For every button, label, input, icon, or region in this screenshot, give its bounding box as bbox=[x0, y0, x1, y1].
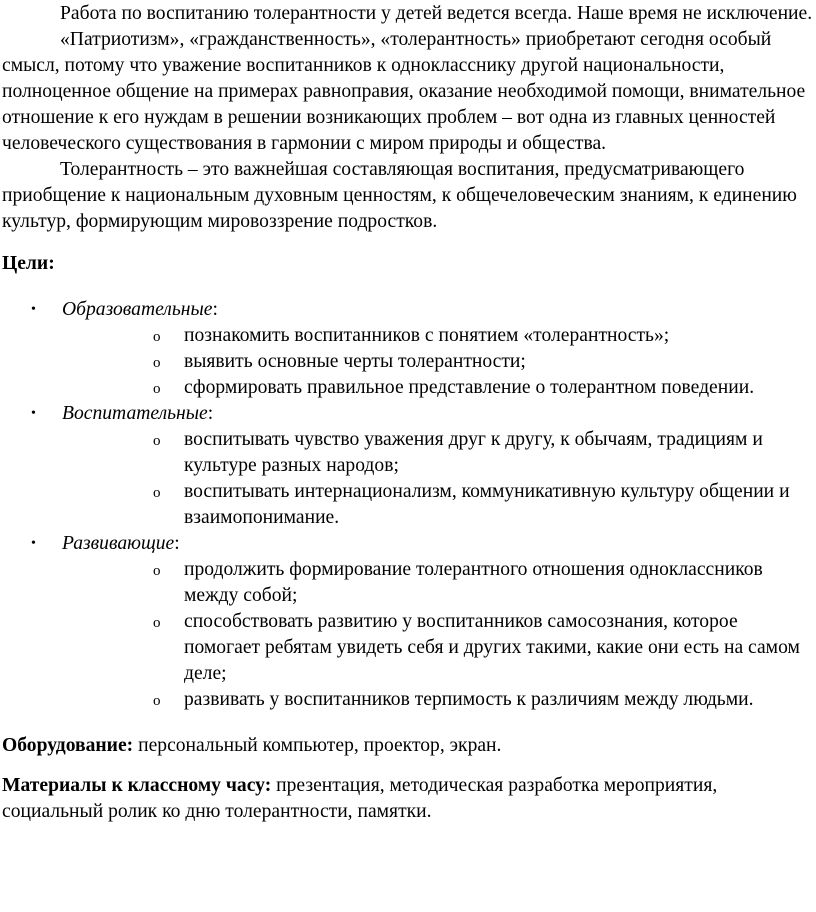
goal-item bbox=[62, 479, 816, 531]
equipment-label: Оборудование: bbox=[2, 735, 134, 756]
goal-category-colon: : bbox=[207, 403, 214, 424]
circle-bullet-icon: o bbox=[153, 615, 161, 631]
goal-item-text: сформировать правильное представление о толерантном поведении. bbox=[184, 377, 755, 398]
goal-category-educational bbox=[2, 297, 816, 401]
materials-paragraph bbox=[2, 773, 816, 825]
goal-item bbox=[62, 609, 816, 687]
goal-category-upbringing bbox=[2, 401, 816, 531]
circle-bullet-icon: o bbox=[153, 329, 161, 345]
goal-item-text: развивать у воспитанников терпимость к различиям между людьми. bbox=[184, 689, 754, 710]
circle-bullet-icon: o bbox=[153, 693, 161, 709]
bullet-icon: • bbox=[31, 406, 36, 421]
goal-sub-list bbox=[62, 557, 816, 713]
goal-item-text: воспитывать чувство уважения друг к другу, к обычаям, традициям и культуре разных народов; bbox=[184, 429, 763, 476]
goal-item bbox=[62, 323, 816, 349]
circle-bullet-icon: o bbox=[153, 381, 161, 397]
goal-item-text: способствовать развитию у воспитанников самосознания, которое помогает ребятам увидеть себя и других такими, какие они есть на самом деле; bbox=[184, 611, 800, 684]
materials-text: презентация, методическая разработка мероприятия, социальный ролик ко дню толерантности, памятки. bbox=[2, 775, 718, 822]
goal-item-text: познакомить воспитанников с понятием «толерантность»; bbox=[184, 325, 670, 346]
goal-item-text: воспитывать интернационализм, коммуникативную культуру общении и взаимопонимание. bbox=[184, 481, 790, 528]
goals-heading: Цели: bbox=[2, 253, 55, 274]
materials-label: Материалы к классному часу: bbox=[2, 775, 272, 796]
goal-sub-list bbox=[62, 427, 816, 531]
circle-bullet-icon: o bbox=[153, 355, 161, 371]
circle-bullet-icon: o bbox=[153, 485, 161, 501]
circle-bullet-icon: o bbox=[153, 433, 161, 449]
tolerance-paragraph: Толерантность – это важнейшая составляющая воспитания, предусматривающего приобщение к национальным духовным ценностям, к общечеловеческим знаниям, к единению культур, формирующим мировоззрение подростков. bbox=[2, 159, 797, 232]
goal-item bbox=[62, 557, 816, 609]
goals-list bbox=[2, 297, 816, 713]
circle-bullet-icon: o bbox=[153, 563, 161, 579]
goal-sub-list bbox=[62, 323, 816, 401]
goal-item bbox=[62, 427, 816, 479]
patriotism-paragraph: «Патриотизм», «гражданственность», «толерантность» приобретают сегодня особый смысл, потому что уважение воспитанников к однокласснику другой национальности, полноценное общение на примерах равноправия, оказание необходимой помощи, внимательное отношение к его нуждам в решении возникающих проблем – вот одна из главных ценностей человеческого существования в гармонии с миром природы и общества. bbox=[2, 29, 806, 154]
goal-category-name: Развивающие bbox=[62, 533, 175, 554]
goal-category-name: Образовательные bbox=[62, 299, 213, 320]
bullet-icon: • bbox=[31, 536, 36, 551]
goal-item bbox=[62, 687, 816, 713]
intro-paragraph: Работа по воспитанию толерантности у детей ведется всегда. Наше время не исключение. bbox=[60, 3, 813, 24]
bullet-icon: • bbox=[31, 302, 36, 317]
equipment-text: персональный компьютер, проектор, экран. bbox=[133, 735, 502, 756]
goal-category-name: Воспитательные bbox=[62, 403, 208, 424]
goal-category-colon: : bbox=[212, 299, 218, 320]
goal-item bbox=[62, 375, 816, 401]
goal-item-text: выявить основные черты толерантности; bbox=[184, 351, 526, 372]
goal-category-colon: : bbox=[174, 533, 180, 554]
equipment-paragraph bbox=[2, 733, 816, 759]
goal-category-developmental bbox=[2, 531, 816, 713]
goal-item bbox=[62, 349, 816, 375]
goal-item-text: продолжить формирование толерантного отношения одноклассников между собой; bbox=[184, 559, 763, 606]
